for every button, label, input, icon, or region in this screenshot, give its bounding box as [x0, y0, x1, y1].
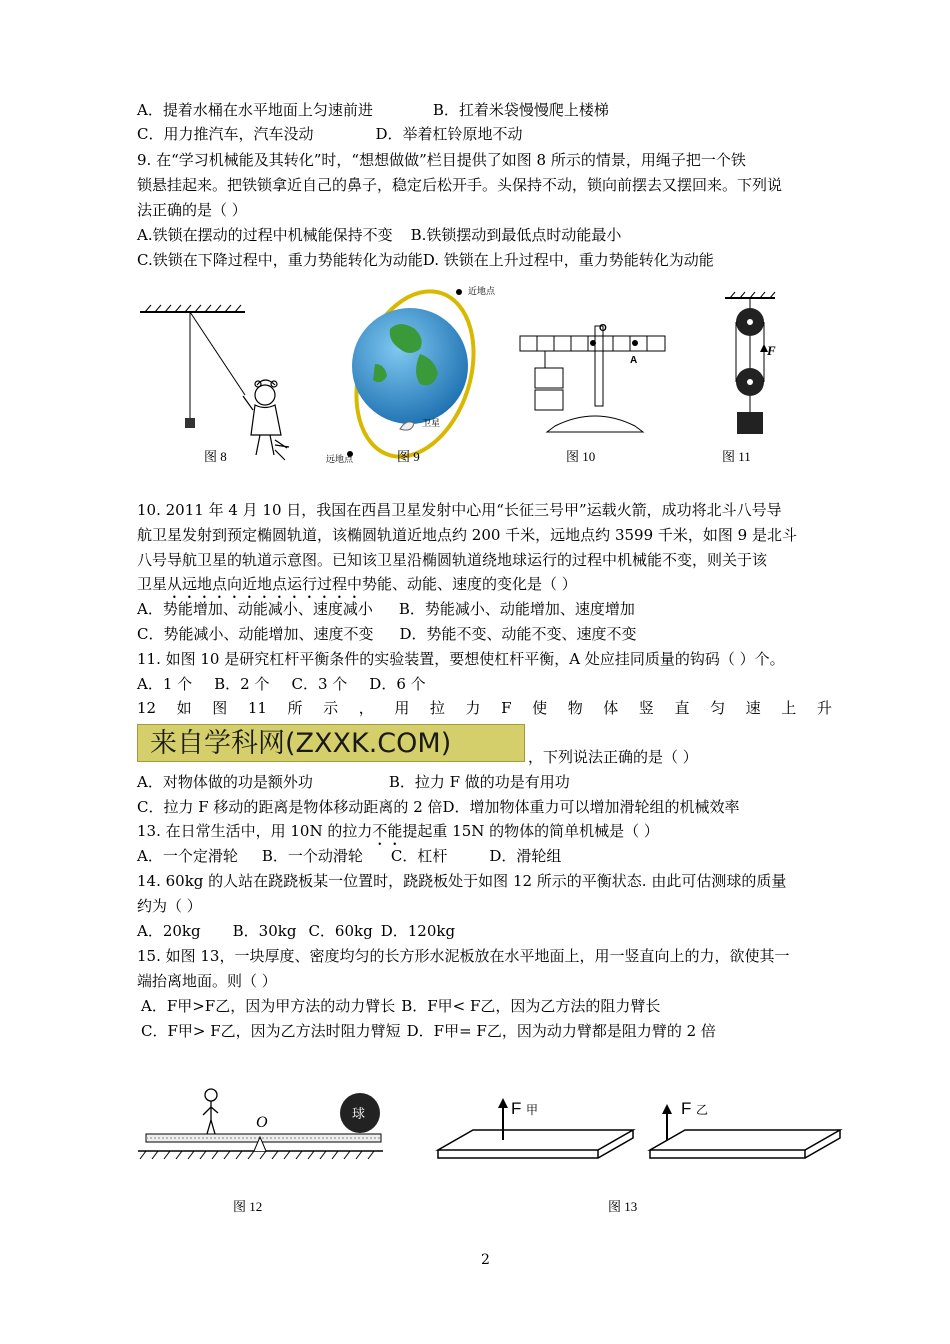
- q12-option-c: C．拉力 F 移动的距离是物体移动距离的 2 倍: [137, 798, 443, 816]
- q10-options-row1: [137, 599, 635, 619]
- satellite-label: 卫星: [422, 418, 441, 428]
- stick-person: [203, 1089, 218, 1134]
- q14-option-c: C．60kg: [308, 922, 373, 940]
- q13-option-c: C．杠杆: [390, 847, 448, 865]
- q8-option-c: C．用力推汽车，汽车没动: [137, 125, 314, 143]
- q8-option-b: B．扛着米袋慢慢爬上楼梯: [432, 101, 609, 119]
- q12-word: 使: [532, 699, 548, 717]
- q8-option-d: D．举着杠铃原地不动: [375, 125, 523, 143]
- q12-option-d: D．增加物体重力可以增加滑轮组的机械效率: [442, 798, 740, 816]
- lever-pivot-label: O: [599, 323, 607, 334]
- q15-option-d: D．F甲= F乙，因为动力臂都是阻力臂的 2 倍: [406, 1022, 716, 1040]
- q10-stem-line4: [137, 574, 577, 602]
- q12-word: 竖: [638, 699, 654, 717]
- q12-word: 所: [287, 699, 303, 717]
- q15-option-b: B．F甲< F乙，因为乙方法的阻力臂长: [401, 997, 661, 1015]
- apogee-label: 远地点: [326, 454, 354, 464]
- q8-options-row2: [137, 124, 523, 144]
- q10-option-d: D．势能不变、动能不变、速度不变: [399, 625, 637, 643]
- q10-options-row2: [137, 624, 637, 644]
- q10-line4-part3: 势能、动能、速度的变化是（ ）: [362, 575, 577, 593]
- q14-stem-line2: 约为（ ）: [137, 897, 202, 915]
- q15-option-c: C．F甲> F乙，因为乙方法时阻力臂短: [141, 1022, 401, 1040]
- q13-options: [137, 846, 561, 866]
- q14-option-d: D．120kg: [380, 922, 456, 940]
- jia-label: 甲: [526, 1103, 539, 1117]
- q9-option-d: D. 铁锁在上升过程中，重力势能转化为动能: [422, 251, 714, 269]
- q12-word: 上: [781, 699, 797, 717]
- q12-word: 用: [394, 699, 410, 717]
- girl-figure: [243, 380, 289, 460]
- figure-8-pendulum: [135, 300, 295, 470]
- q15-stem-line2: 端抬离地面。则（ ）: [137, 972, 277, 990]
- q12-word: 拉: [429, 699, 445, 717]
- q12-word: 升: [816, 699, 832, 717]
- q12-word: 示: [323, 699, 339, 717]
- q12-word: F: [501, 699, 512, 717]
- q13-option-d: D．滑轮组: [489, 847, 562, 865]
- figure-12-seesaw: [138, 1075, 393, 1170]
- q12-word: 直: [674, 699, 690, 717]
- q12-word: 11: [247, 699, 267, 717]
- earth-globe: [352, 308, 468, 424]
- q10-line4-emphasis: 从远地点向近地点运行过程中: [167, 575, 363, 593]
- q12-option-a: A．对物体做的功是额外功: [137, 773, 313, 791]
- q14-stem-line1: 14. 60kg 的人站在跷跷板某一位置时，跷跷板处于如图 12 所示的平衡状态. 由此可估测球的质量: [137, 872, 787, 890]
- q15-options-row1: [141, 996, 660, 1016]
- q15-stem-line1: 15. 如图 13，一块厚度、密度均匀的长方形水泥板放在水平地面上，用一竖直向上的力，欲使其一: [137, 947, 790, 965]
- q11-option-d: D．6 个: [369, 675, 426, 693]
- q10-option-c: C．势能减小、动能增加、速度不变: [137, 625, 374, 643]
- q12-option-b: B．拉力 F 做的功是有用功: [388, 773, 570, 791]
- q9-stem-line1: 9. 在“学习机械能及其转化”时，“想想做做”栏目提供了如图 8 所示的情景，用绳子把一个铁: [137, 151, 746, 169]
- q10-stem-line1: 10. 2011 年 4 月 10 日，我国在西昌卫星发射中心用“长征三号甲”运载火箭，成功将北斗八号导: [137, 501, 782, 519]
- figure-10-caption: 图 10: [566, 449, 596, 464]
- q8-option-a: A．提着水桶在水平地面上匀速前进: [137, 101, 373, 119]
- q10-option-b: B．势能减小、动能增加、速度增加: [398, 600, 635, 618]
- f-jia-label: F: [511, 1099, 522, 1118]
- fig12-pivot-label: O: [256, 1114, 268, 1131]
- q14-option-b: B．30kg: [232, 922, 297, 940]
- q12-stem-line2: ，下列说法正确的是（ ）: [528, 748, 698, 766]
- q10-option-a: A．势能增加、动能减小、速度减小: [137, 600, 373, 618]
- figure-11-caption: 图 11: [722, 449, 751, 464]
- q12-word: 12: [137, 699, 157, 717]
- q13-option-a: A．一个定滑轮: [137, 847, 238, 865]
- figure-9-orbit: [320, 284, 496, 464]
- q11-option-b: B．2 个: [214, 675, 270, 693]
- figure-11-pulley: [715, 290, 805, 450]
- q11-option-a: A．1 个: [137, 675, 193, 693]
- q9-stem-line2: 锁悬挂起来。把铁锁拿近自己的鼻子，稳定后松开手。头保持不动，锁向前摆去又摆回来。下列说: [137, 176, 783, 194]
- q13-stem-part1: 13. 在日常生活中，用 10N 的拉力: [137, 822, 373, 840]
- q8-options-row1: [137, 100, 609, 120]
- q11-options: [137, 674, 426, 694]
- q9-options-row2: [137, 250, 714, 270]
- force-f-label: F: [767, 343, 776, 358]
- q10-stem-line3: 八号导航卫星的轨道示意图。已知该卫星沿椭圆轨道绕地球运行的过程中机械能不变，则关于该: [137, 551, 768, 569]
- q11-stem: 11. 如图 10 是研究杠杆平衡条件的实验装置，要想使杠杆平衡，A 处应挂同质量的钩码（ ）个。: [137, 650, 785, 668]
- q12-word: 力: [465, 699, 481, 717]
- q15-options-row2: [141, 1021, 716, 1041]
- watermark-banner: 来自学科网(ZXXK.COM): [137, 724, 525, 762]
- q9-options-row1: [137, 225, 621, 245]
- q13-stem-emphasis: 不能: [372, 822, 403, 840]
- figure-10-lever: [515, 318, 675, 443]
- figure-13-slab-jia: [433, 1090, 638, 1165]
- q14-option-a: A．20kg: [137, 922, 201, 940]
- figure-12-caption: 图 12: [233, 1199, 263, 1214]
- q12-word: 匀: [710, 699, 726, 717]
- q9-option-c: C.铁锁在下降过程中，重力势能转化为动能: [137, 251, 423, 269]
- q12-options-row1: [137, 772, 570, 792]
- figure-13-caption: 图 13: [608, 1199, 638, 1214]
- q11-option-c: C．3 个: [291, 675, 348, 693]
- q12-options-row2: [137, 797, 740, 817]
- q12-word: 如: [176, 699, 192, 717]
- q12-word: 体: [603, 699, 619, 717]
- q12-word: 物: [567, 699, 583, 717]
- page-number: 2: [481, 1252, 490, 1268]
- q9-option-a: A.铁锁在摆动的过程中机械能保持不变: [137, 226, 393, 244]
- figure-8-caption: 图 8: [204, 449, 227, 464]
- f-yi-label: F: [681, 1099, 692, 1118]
- q15-option-a: A．F甲>F乙，因为甲方法的动力臂长: [141, 997, 396, 1015]
- q12-stem-line1: [137, 698, 832, 718]
- q9-stem-line3: 法正确的是（ ）: [137, 201, 247, 219]
- q12-word: 图: [212, 699, 228, 717]
- lever-point-a-label: A: [630, 355, 638, 366]
- q12-word: 速: [745, 699, 761, 717]
- q10-line4-part1: 卫星: [137, 575, 168, 593]
- q13-option-b: B．一个动滑轮: [261, 847, 363, 865]
- q9-option-b: B.铁锁摆动到最低点时动能最小: [410, 226, 622, 244]
- q13-stem: [137, 821, 659, 849]
- q10-stem-line2: 航卫星发射到预定椭圆轨道，该椭圆轨道近地点约 200 千米，远地点约 3599 千米，如图 9 是北斗: [137, 526, 797, 544]
- figure-13-slab-yi: [645, 1090, 845, 1165]
- perigee-label: 近地点: [468, 286, 496, 296]
- q14-options: [137, 921, 455, 941]
- figure-9-caption: 图 9: [397, 449, 420, 464]
- ball-label: 球: [352, 1107, 366, 1122]
- q13-stem-part3: 提起重 15N 的物体的简单机械是（ ）: [402, 822, 659, 840]
- q12-word: ，: [358, 699, 374, 717]
- yi-label: 乙: [696, 1103, 709, 1117]
